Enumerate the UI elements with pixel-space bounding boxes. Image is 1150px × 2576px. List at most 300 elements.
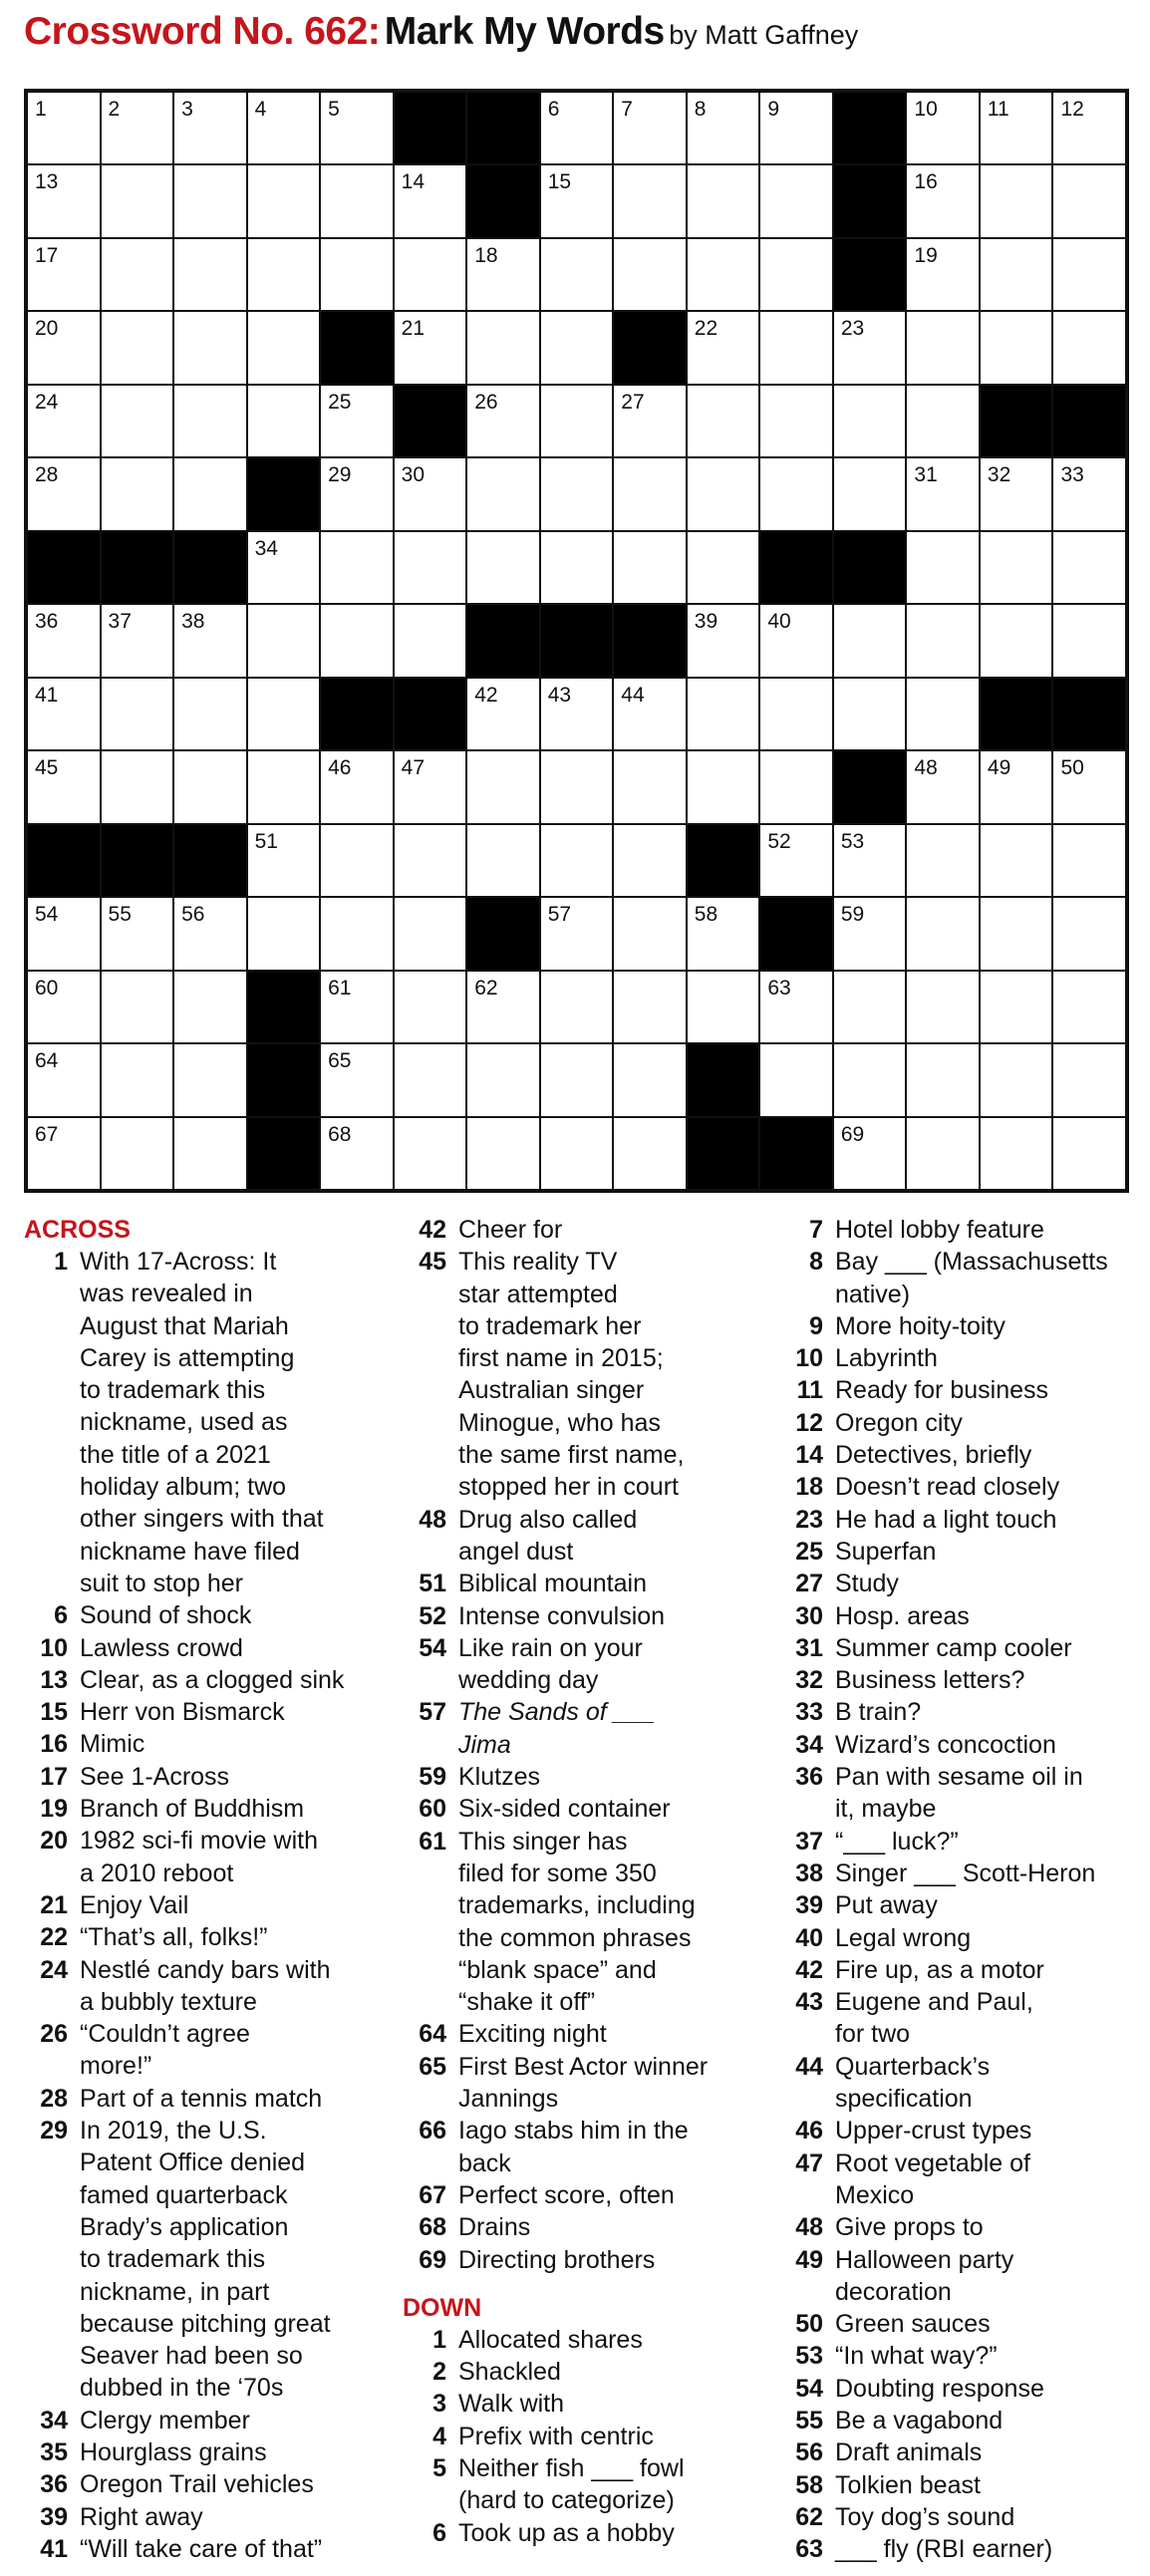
grid-cell[interactable] [248,312,320,383]
grid-cell[interactable] [541,239,613,310]
clue-item[interactable] [24,2115,398,2405]
clue-item[interactable] [779,1729,1150,1761]
grid-cell[interactable] [321,165,393,236]
clue-item[interactable] [403,2018,776,2050]
grid-cell[interactable] [834,679,906,749]
clue-line: Drains [458,2213,531,2242]
clue-item[interactable] [24,2083,398,2115]
clue-item[interactable] [403,1696,776,1761]
grid-cell[interactable] [1053,751,1125,822]
clue-item[interactable] [779,1696,1150,1728]
grid-cell[interactable] [760,1044,832,1115]
clue-text [458,1761,776,1793]
grid-cell[interactable] [321,458,393,529]
grid-cell[interactable] [174,1044,246,1115]
grid-cell[interactable] [688,312,759,383]
grid-cell[interactable] [541,458,613,529]
grid-cell[interactable] [907,605,979,676]
grid-cell[interactable] [395,898,466,969]
grid-cell[interactable] [541,898,613,969]
grid-cell[interactable] [834,386,906,456]
clue-item[interactable] [779,1954,1150,1986]
grid-cell[interactable] [467,972,539,1042]
grid-cell[interactable] [541,165,613,236]
grid-cell[interactable] [760,825,832,896]
grid-cell[interactable] [248,898,320,969]
grid-cell[interactable] [760,458,832,529]
clue-item[interactable] [24,1761,398,1793]
clue-item[interactable] [779,1568,1150,1599]
grid-cell[interactable] [467,386,539,456]
grid-cell[interactable] [834,312,906,383]
clue-item[interactable] [779,1632,1150,1664]
grid-cell[interactable] [395,605,466,676]
clue-item[interactable] [403,1632,776,1697]
grid-cell[interactable] [688,532,759,603]
clue-item[interactable] [24,2501,398,2533]
grid-cell[interactable] [834,825,906,896]
clue-line: first name in 2015; [458,1344,664,1373]
grid-cell[interactable] [321,239,393,310]
grid-cell[interactable] [395,1118,466,1189]
clue-item[interactable] [779,1342,1150,1374]
clue-item[interactable] [779,1761,1150,1826]
grid-cell[interactable] [321,1118,393,1189]
clue-line: “blank space” and [458,1955,657,1984]
clue-item[interactable] [403,2388,776,2420]
grid-cell[interactable] [981,93,1052,163]
clue-item[interactable] [779,1858,1150,1889]
grid-cell[interactable] [102,458,173,529]
grid-cell[interactable] [981,458,1052,529]
grid-cell[interactable] [102,1118,173,1189]
grid-cell[interactable] [395,239,466,310]
grid-cell[interactable] [28,312,100,383]
clue-item[interactable] [779,2436,1150,2468]
clue-line: Root vegetable of [835,2148,1030,2177]
grid-cell[interactable] [907,751,979,822]
clue-item[interactable] [403,1214,776,1246]
clue-item[interactable] [779,1407,1150,1439]
grid-cell[interactable] [28,386,100,456]
clue-item[interactable] [779,2115,1150,2147]
clue-item[interactable] [779,1986,1150,2051]
clue-item[interactable] [779,1826,1150,1858]
clue-item[interactable] [403,1826,776,2019]
grid-cell[interactable] [688,679,759,749]
grid-cell[interactable] [28,1118,100,1189]
grid-cell[interactable] [102,898,173,969]
cell-number: 2 [108,98,121,121]
clue-number: 59 [419,1763,446,1792]
grid-cell[interactable] [174,605,246,676]
grid-cell[interactable] [907,386,979,456]
grid-cell[interactable] [174,386,246,456]
grid-cell[interactable] [395,532,466,603]
clue-line: This singer has [458,1827,628,1856]
clue-item[interactable] [779,2469,1150,2501]
grid-cell[interactable] [467,532,539,603]
grid-cell[interactable] [102,605,173,676]
grid-cell[interactable] [907,679,979,749]
grid-cell[interactable] [1053,898,1125,969]
grid-cell[interactable] [688,898,759,969]
grid-cell-black [760,532,832,603]
grid-cell[interactable] [248,605,320,676]
clue-item[interactable] [403,1504,776,1569]
grid-cell[interactable] [248,165,320,236]
grid-cell[interactable] [981,312,1052,383]
grid-cell[interactable] [28,165,100,236]
grid-cell[interactable] [174,898,246,969]
grid-cell[interactable] [981,972,1052,1042]
grid-cell[interactable] [467,458,539,529]
grid-cell[interactable] [467,239,539,310]
grid-cell[interactable] [688,751,759,822]
grid-cell[interactable] [760,605,832,676]
grid-cell[interactable] [248,751,320,822]
clue-item[interactable] [24,2405,398,2436]
clue-line: Summer camp cooler [835,1633,1072,1662]
grid-cell[interactable] [1053,93,1125,163]
clue-item[interactable] [779,2147,1150,2212]
grid-cell[interactable] [1053,605,1125,676]
clue-item[interactable] [403,2421,776,2452]
clue-item[interactable] [779,2308,1150,2340]
clue-item[interactable] [779,1214,1150,1246]
grid-cell[interactable] [907,458,979,529]
grid-cell[interactable] [907,239,979,310]
clue-item[interactable] [779,1310,1150,1342]
grid-cell[interactable] [834,1118,906,1189]
clue-item[interactable] [779,2051,1150,2116]
clue-item[interactable] [779,1922,1150,1954]
clue-number: 5 [432,2453,446,2482]
clue-item[interactable] [779,1536,1150,1568]
grid-cell[interactable] [834,972,906,1042]
grid-cell[interactable] [1053,239,1125,310]
grid-cell[interactable] [614,1118,686,1189]
grid-cell[interactable] [688,165,759,236]
grid-cell[interactable] [321,972,393,1042]
grid-cell[interactable] [248,532,320,603]
clue-text [835,2147,1150,2212]
grid-cell[interactable] [688,93,759,163]
grid-cell[interactable] [1053,1118,1125,1189]
clue-item[interactable] [779,1664,1150,1696]
clue-item[interactable] [403,2517,776,2549]
grid-cell[interactable] [834,458,906,529]
grid-cell[interactable] [395,1044,466,1115]
cell-number: 64 [35,1049,59,1073]
clue-item[interactable] [403,1600,776,1632]
grid-cell[interactable] [321,386,393,456]
grid-cell[interactable] [541,1044,613,1115]
grid-cell[interactable] [174,312,246,383]
clue-item[interactable] [779,2244,1150,2309]
cell-number: 20 [35,317,59,341]
grid-cell[interactable] [467,1118,539,1189]
grid-cell[interactable] [614,898,686,969]
grid-cell[interactable] [688,239,759,310]
clue-item[interactable] [24,1696,398,1728]
grid-cell[interactable] [321,825,393,896]
clue-number: 3 [432,2390,446,2419]
grid-cell[interactable] [395,312,466,383]
grid-cell[interactable] [760,239,832,310]
grid-cell[interactable] [1053,1044,1125,1115]
grid-cell[interactable] [614,458,686,529]
clue-item[interactable] [24,1825,398,1889]
grid-cell[interactable] [395,458,466,529]
grid-cell[interactable] [614,239,686,310]
grid-cell[interactable] [467,679,539,749]
grid-cell[interactable] [28,239,100,310]
cell-number: 58 [694,903,719,927]
grid-cell[interactable] [395,165,466,236]
grid-cell[interactable] [907,1044,979,1115]
grid-cell[interactable] [981,825,1052,896]
grid-cell[interactable] [467,1044,539,1115]
clue-item[interactable] [24,2436,398,2468]
clue-item[interactable] [24,2468,398,2500]
grid-cell[interactable] [467,825,539,896]
grid-cell[interactable] [981,532,1052,603]
clue-item[interactable] [24,1793,398,1825]
clue-item[interactable] [403,2211,776,2243]
grid-cell[interactable] [981,165,1052,236]
grid-cell[interactable] [1053,165,1125,236]
grid-cell[interactable] [541,93,613,163]
grid-cell-black [28,825,100,896]
clue-line: Brady’s application [80,2212,289,2241]
grid-cell[interactable] [248,825,320,896]
grid-cell[interactable] [1053,825,1125,896]
grid-cell[interactable] [321,751,393,822]
grid-cell[interactable] [614,972,686,1042]
grid-cell[interactable] [541,532,613,603]
clue-item[interactable] [403,1761,776,1793]
clue-text [835,1826,1150,1858]
grid-cell[interactable] [321,532,393,603]
grid-cell[interactable] [1053,532,1125,603]
clue-item[interactable] [24,1664,398,1696]
clue-number: 50 [795,2310,823,2339]
grid-cell[interactable] [102,972,173,1042]
grid-cell[interactable] [834,605,906,676]
grid-cell[interactable] [614,679,686,749]
grid-cell[interactable] [614,825,686,896]
grid-cell[interactable] [907,532,979,603]
grid-cell[interactable] [28,751,100,822]
grid-cell[interactable] [102,1044,173,1115]
clue-item[interactable] [403,2115,776,2179]
clue-item[interactable] [24,1599,398,1631]
clue-item[interactable] [403,2324,776,2356]
grid-cell-black [1053,679,1125,749]
cell-number: 6 [547,98,560,121]
grid-cell[interactable] [321,1044,393,1115]
grid-cell[interactable] [834,1044,906,1115]
clue-number: 60 [419,1795,446,1824]
clue-line: (hard to categorize) [458,2486,675,2515]
grid-cell[interactable] [28,605,100,676]
grid-cell[interactable] [907,972,979,1042]
grid-cell[interactable] [760,679,832,749]
grid-cell[interactable] [102,751,173,822]
grid-cell[interactable] [102,93,173,163]
clue-item[interactable] [403,1793,776,1825]
grid-cell[interactable] [395,972,466,1042]
grid-cell[interactable] [174,1118,246,1189]
grid-cell[interactable] [760,751,832,822]
grid-cell[interactable] [248,386,320,456]
grid-cell[interactable] [760,165,832,236]
clue-item[interactable] [779,2405,1150,2436]
grid-cell[interactable] [174,679,246,749]
grid-cell[interactable] [28,93,100,163]
grid-cell[interactable] [981,239,1052,310]
down-heading: DOWN [403,2293,482,2322]
clue-item[interactable] [24,2533,398,2565]
grid-cell[interactable] [541,825,613,896]
grid-cell[interactable] [907,898,979,969]
grid-cell[interactable] [28,458,100,529]
grid-cell[interactable] [1053,458,1125,529]
grid-cell[interactable] [614,386,686,456]
grid-cell[interactable] [541,312,613,383]
grid-cell[interactable] [174,165,246,236]
grid-cell[interactable] [688,386,759,456]
cell-number: 51 [254,829,278,853]
grid-cell[interactable] [102,239,173,310]
grid-cell[interactable] [541,972,613,1042]
grid-cell[interactable] [688,972,759,1042]
clue-item[interactable] [24,1921,398,1953]
grid-cell[interactable] [248,679,320,749]
grid-cell[interactable] [395,751,466,822]
grid-cell[interactable] [102,679,173,749]
clue-item[interactable] [779,2533,1150,2565]
grid-cell[interactable] [907,165,979,236]
clue-item[interactable] [779,1600,1150,1632]
clue-text [835,1246,1150,1310]
grid-cell[interactable] [907,1118,979,1189]
clue-item[interactable] [403,2356,776,2388]
grid-cell[interactable] [688,458,759,529]
grid-cell[interactable] [834,898,906,969]
grid-cell[interactable] [248,239,320,310]
clue-item[interactable] [779,1246,1150,1310]
grid-cell[interactable] [760,93,832,163]
clue-item[interactable] [403,2244,776,2276]
clue-item[interactable] [24,1728,398,1760]
grid-cell[interactable] [614,93,686,163]
grid-cell[interactable] [28,898,100,969]
grid-cell[interactable] [614,751,686,822]
cell-number: 54 [35,903,59,927]
grid-cell[interactable] [907,93,979,163]
grid-cell[interactable] [760,386,832,456]
clue-item[interactable] [779,1889,1150,1921]
clue-item[interactable] [779,2211,1150,2243]
clue-text [458,1504,776,1569]
clue-item[interactable] [403,2452,776,2517]
grid-cell[interactable] [28,679,100,749]
grid-cell[interactable] [541,679,613,749]
grid-cell[interactable] [102,386,173,456]
grid-cell[interactable] [174,239,246,310]
grid-cell[interactable] [28,1044,100,1115]
grid-cell[interactable] [467,751,539,822]
grid-cell[interactable] [981,898,1052,969]
clue-item[interactable] [403,1246,776,1503]
clue-item[interactable] [779,2340,1150,2372]
grid-cell-black [467,93,539,163]
grid-cell[interactable] [541,1118,613,1189]
clue-item[interactable] [403,2179,776,2211]
grid-cell[interactable] [321,93,393,163]
grid-cell[interactable] [1053,972,1125,1042]
grid-cell[interactable] [102,312,173,383]
grid-cell[interactable] [760,312,832,383]
grid-cell[interactable] [688,605,759,676]
grid-cell[interactable] [102,165,173,236]
clue-item[interactable] [779,1471,1150,1503]
grid-cell[interactable] [981,1118,1052,1189]
grid-cell[interactable] [467,312,539,383]
grid-cell[interactable] [174,972,246,1042]
clue-item[interactable] [779,1439,1150,1471]
grid-cell[interactable] [248,93,320,163]
grid-cell[interactable] [541,386,613,456]
grid-cell[interactable] [1053,312,1125,383]
grid-cell[interactable] [395,825,466,896]
grid-cell[interactable] [28,972,100,1042]
clue-item[interactable] [24,1632,398,1664]
grid-cell[interactable] [174,93,246,163]
clue-item[interactable] [24,1889,398,1921]
grid-cell[interactable] [321,898,393,969]
clue-item[interactable] [403,2051,776,2116]
grid-cell[interactable] [174,751,246,822]
grid-cell[interactable] [760,972,832,1042]
grid-cell[interactable] [614,532,686,603]
grid-cell[interactable] [981,751,1052,822]
clue-item[interactable] [24,1954,398,2019]
clue-line: Hotel lobby feature [835,1216,1044,1244]
grid-cell-black [248,1044,320,1115]
clue-item[interactable] [779,1374,1150,1406]
clue-item[interactable] [779,1504,1150,1536]
grid-cell[interactable] [981,605,1052,676]
grid-cell[interactable] [614,165,686,236]
clue-item[interactable] [779,2373,1150,2405]
grid-cell[interactable] [174,458,246,529]
clue-item[interactable] [24,1246,398,1599]
grid-cell[interactable] [981,1044,1052,1115]
grid-cell[interactable] [614,1044,686,1115]
grid-cell[interactable] [321,605,393,676]
clue-item[interactable] [24,2018,398,2083]
grid-cell[interactable] [907,825,979,896]
grid-cell[interactable] [541,751,613,822]
clue-item[interactable] [403,1568,776,1599]
clue-item[interactable] [779,2501,1150,2533]
clue-text [835,2051,1150,2116]
grid-cell-black [395,679,466,749]
grid-cell[interactable] [907,312,979,383]
